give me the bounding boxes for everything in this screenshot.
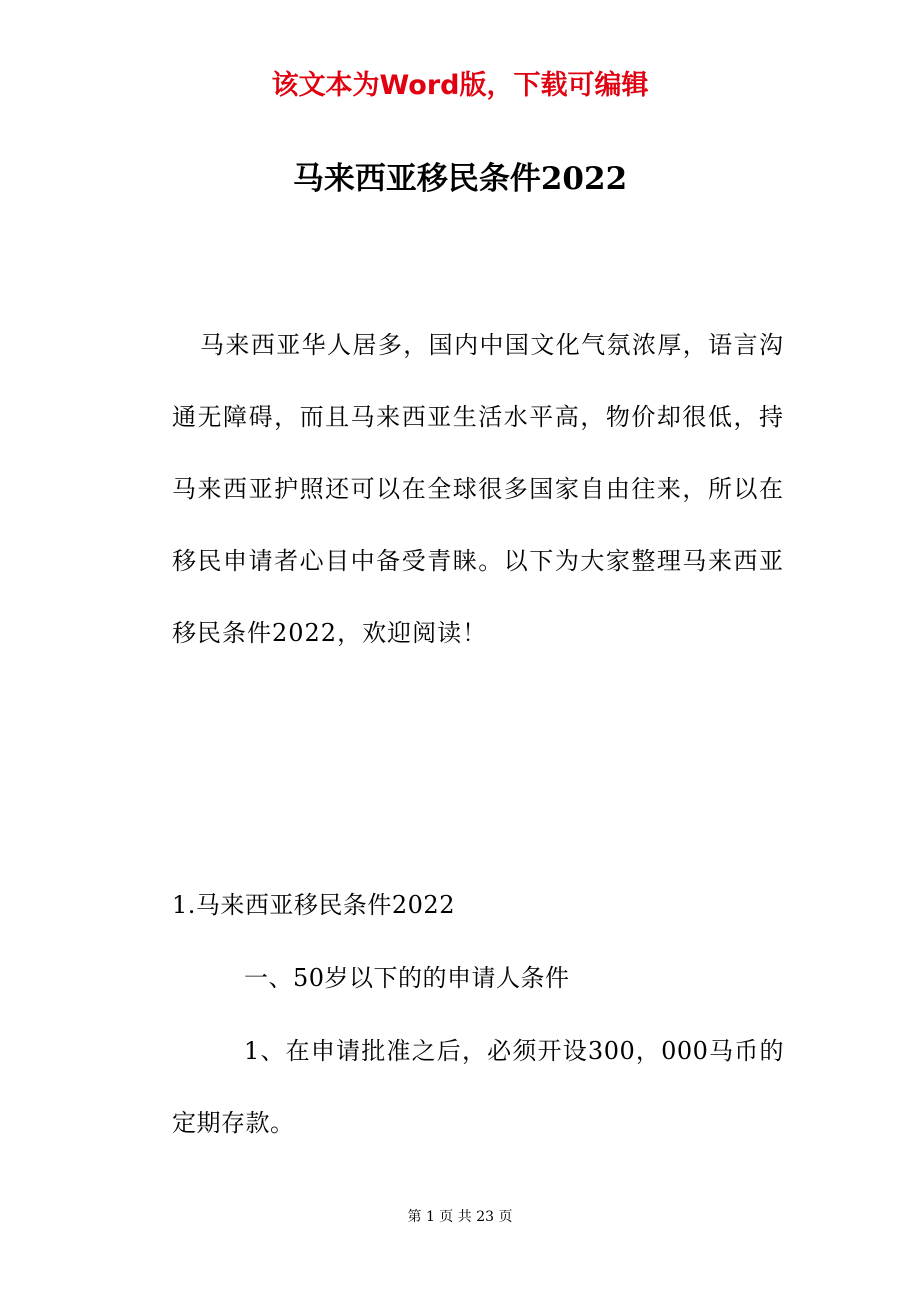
section-heading: 1.马来西亚移民条件2022 bbox=[172, 891, 455, 919]
requirement-item: 1、在申请批准之后，必须开设300，000马币的定期存款。 bbox=[172, 1037, 784, 1137]
page-number-footer: 第 1 页 共 23 页 bbox=[407, 1209, 513, 1225]
intro-paragraph: 马来西亚华人居多，国内中国文化气氛浓厚，语言沟通无障碍，而且马来西亚生活水平高，物价却很低，持马来西亚护照还可以在全球很多国家自由往来，所以在移民申请者心目中备受青睐。以下为大家整理马来西亚移民条件2022，欢迎阅读！ bbox=[172, 331, 784, 647]
document-title: 马来西亚移民条件2022 bbox=[292, 161, 628, 197]
subsection-heading: 一、50岁以下的的申请人条件 bbox=[244, 964, 570, 992]
editable-banner: 该文本为Word版，下载可编辑 bbox=[271, 70, 649, 101]
